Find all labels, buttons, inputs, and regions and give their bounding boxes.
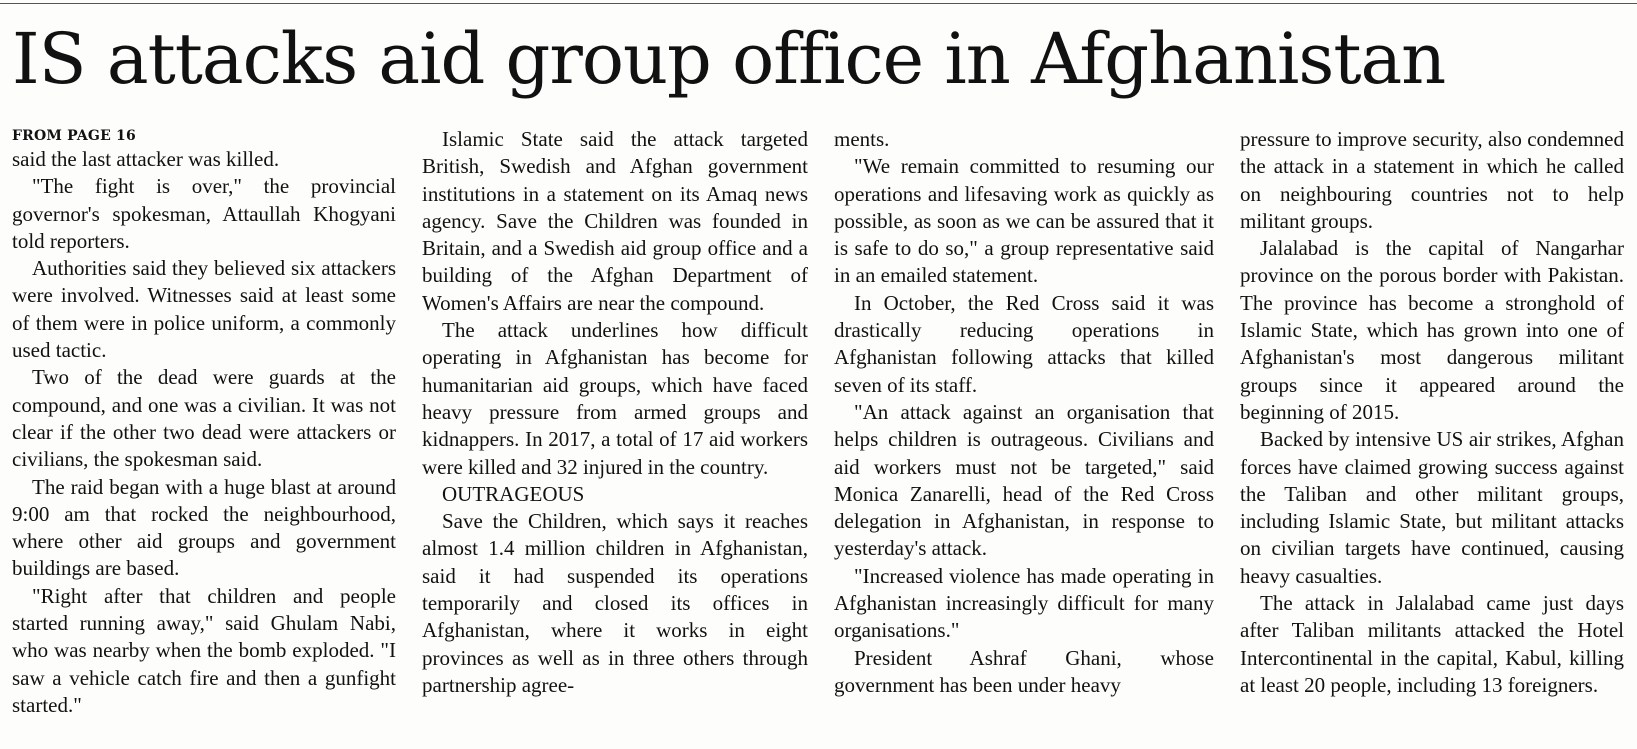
article-column-4	[1240, 126, 1624, 746]
paragraph: Authorities said they believed six attackers were involved. Witnesses said at least some of them were in police uniform, a commonly used tactic.	[12, 256, 396, 363]
top-rule	[0, 3, 1637, 4]
paragraph: said the last attacker was killed.	[12, 147, 280, 171]
paragraph: Islamic State said the attack targeted British, Swedish and Afghan government institutions in a statement on its Amaq news agency. Save the Children was founded in Britain, and a Swedish aid group office and a building of the Afghan Department of Women's Affairs are near the compound.	[422, 127, 808, 315]
subhead: OUTRAGEOUS	[442, 481, 585, 506]
article-column-2	[422, 126, 808, 746]
paragraph: "An attack against an organisation that helps children is outrageous. Civilians and aid workers must not be targeted," said Monica Zanarelli, head of the Red Cross delegation in Afghanistan, in response to yesterday's attack.	[834, 399, 1214, 561]
paragraph: "We remain committed to resuming our operations and lifesaving work as quickly as possible, as soon as we can be assured that it is safe to do so," a group representative said in an emailed statement.	[834, 154, 1214, 288]
headline: IS attacks aid group office in Afghanistan	[12, 18, 1446, 100]
paragraph: In October, the Red Cross said it was drastically reducing operations in Afghanistan following attacks that killed seven of its staff.	[834, 290, 1214, 397]
paragraph: Backed by intensive US air strikes, Afghan forces have claimed growing success against the Taliban and other militant groups, including Islamic State, but militant attacks on civilian targets have continued, causing heavy casualties.	[1240, 427, 1624, 588]
paragraph: "Increased violence has made operating in Afghanistan increasingly difficult for many organisations."	[834, 563, 1214, 643]
paragraph: The attack in Jalalabad came just days after Taliban militants attacked the Hotel Intercontinental in the capital, Kabul, killing at least 20 people, including 13 foreigners.	[1240, 591, 1624, 697]
paragraph: Two of the dead were guards at the compound, and one was a civilian. It was not clear if the other two dead were attackers or civilians, the spokesman said.	[12, 365, 396, 472]
paragraph: The raid began with a huge blast at around 9:00 am that rocked the neighbourhood, where other aid groups and government buildings are based.	[12, 474, 396, 581]
paragraph: "Right after that children and people started running away," said Ghulam Nabi, who was nearby when the bomb exploded. "I saw a vehicle catch fire and then a gunfight started."	[12, 583, 396, 717]
article-column-1	[12, 126, 396, 746]
paragraph: Save the Children, which says it reaches almost 1.4 million children in Afghanistan, said it had suspended its operations temporarily and closed its offices in Afghanistan, where it works in eight provinces as well as in three others through partnership agree-	[422, 509, 808, 697]
paragraph: Jalalabad is the capital of Nangarhar province on the porous border with Pakistan. The province has become a stronghold of Islamic State, which has grown into one of Afghanistan's most dangerous militant groups since it appeared around the beginning of 2015.	[1240, 236, 1624, 424]
paragraph: pressure to improve security, also condemned the attack in a statement in which he called on neighbouring countries not to help militant groups.	[1240, 127, 1624, 233]
paragraph: ments.	[834, 127, 890, 151]
paragraph: The attack underlines how difficult operating in Afghanistan has become for humanitarian aid groups, which have faced heavy pressure from armed groups and kidnappers. In 2017, a total of 17 aid workers were killed and 32 injured in the country.	[422, 318, 808, 479]
article-column-3	[834, 126, 1214, 746]
dateline: FROM PAGE 16	[12, 128, 136, 144]
paragraph: President Ashraf Ghani, whose government has been under heavy	[834, 645, 1214, 697]
paragraph: "The fight is over," the provincial governor's spokesman, Attaullah Khogyani told reporters.	[12, 174, 396, 253]
